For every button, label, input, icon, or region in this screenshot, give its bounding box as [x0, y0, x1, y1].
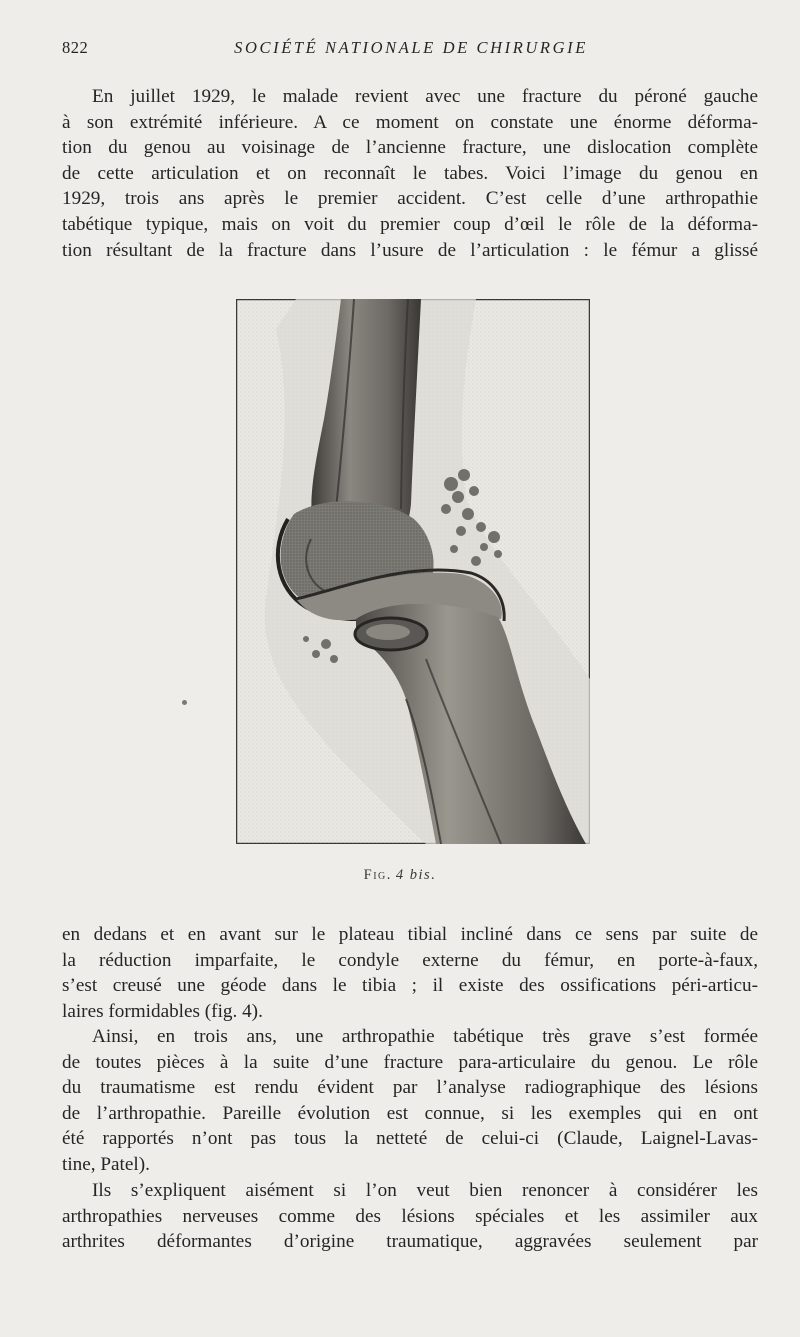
text-line: la réduction imparfaite, le condyle externe du fémur, en porte-à-faux, [62, 949, 758, 971]
print-speck [182, 700, 187, 705]
page-number: 822 [62, 38, 89, 57]
text-line: de cette articulation et on reconnaît le tabes. Voici l’image du genou en [62, 162, 758, 184]
running-header [62, 38, 760, 62]
figure-label: Fig. [363, 867, 392, 883]
text-line: 1929, trois ans après le premier accident. C’est celle d’une arthropathie [62, 188, 758, 210]
text-line: de toutes pièces à la suite d’une fracture para-articulaire du genou. Le rôle [62, 1051, 758, 1073]
knee-radiograph-image [236, 299, 590, 844]
paragraph-3 [62, 1024, 758, 1178]
text-line: tine, Patel). [62, 1153, 150, 1175]
text-line: Ils s’expliquent aisément si l’on veut bien renoncer à considérer les [92, 1180, 758, 1201]
text-line: arthropathies nerveuses comme des lésions spéciales et les assimiler aux [62, 1205, 758, 1227]
figure-caption [300, 867, 500, 884]
journal-title: SOCIÉTÉ NATIONALE DE CHIRURGIE [234, 38, 588, 57]
paragraph-2 [62, 922, 758, 1024]
figure-number: 4 bis. [395, 867, 437, 883]
text-line: laires formidables (fig. 4). [62, 1000, 263, 1022]
text-line: de l’arthropathie. Pareille évolution est connue, si les exemples qui en ont [62, 1102, 758, 1124]
text-line: du traumatisme est rendu évident par l’analyse radiographique des lésions [62, 1077, 758, 1099]
text-line: arthrites déformantes d’origine traumatique, aggravées seulement par [62, 1231, 758, 1253]
text-line: été rapportés n’ont pas tous la netteté de celui-ci (Claude, Laignel-Lavas- [62, 1128, 758, 1150]
text-line: tion du genou au voisinage de l’ancienne fracture, une dislocation complète [62, 137, 758, 159]
text-line: tabétique typique, mais on voit du premier coup d’œil le rôle de la déforma- [62, 213, 758, 235]
text-line: Ainsi, en trois ans, une arthropathie tabétique très grave s’est formée [92, 1026, 758, 1047]
text-line: s’est creusé une géode dans le tibia ; il existe des ossifications péri-articu- [62, 975, 758, 997]
paragraph-1 [62, 84, 758, 263]
text-line: à son extrémité inférieure. A ce moment on constate une énorme déforma- [62, 111, 758, 133]
text-line: tion résultant de la fracture dans l’usure de l’articulation : le fémur a glissé [62, 239, 758, 261]
knee-radiograph-figure [236, 299, 590, 844]
text-line: En juillet 1929, le malade revient avec une fracture du péroné gauche [92, 86, 758, 107]
text-line: en dedans et en avant sur le plateau tibial incliné dans ce sens par suite de [62, 924, 758, 945]
paragraph-4 [62, 1178, 758, 1255]
